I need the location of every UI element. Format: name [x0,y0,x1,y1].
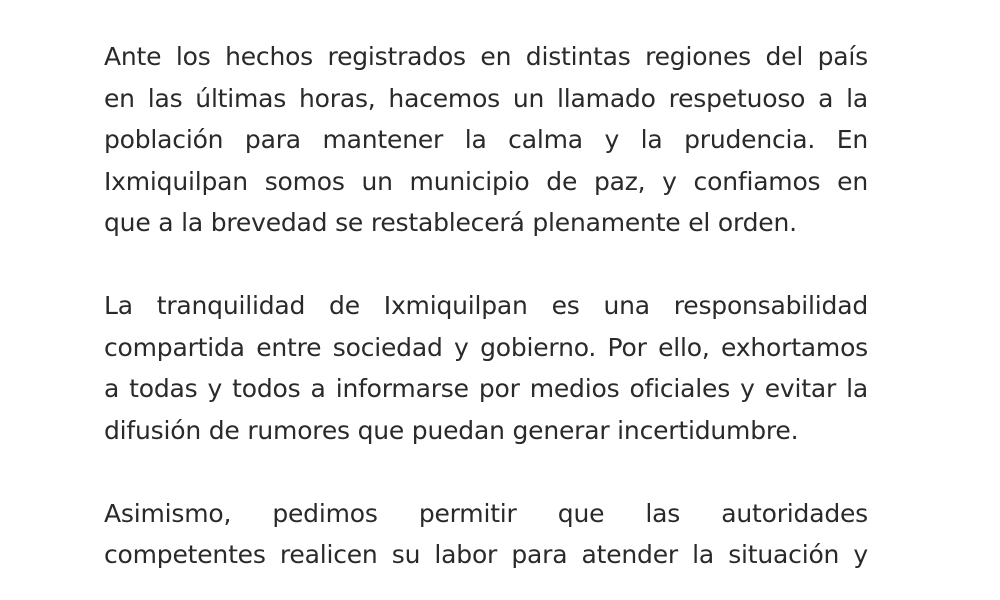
paragraph-line: Asimismo, pedimos permitir que las autoridades [104,498,868,528]
paragraph-line: compartida entre sociedad y gobierno. Por ello, exhortamos [104,332,868,362]
statement-body [104,36,868,600]
paragraph-line: Ixmiquilpan somos un municipio de paz, y confiamos en [104,166,868,196]
paragraph-line: a todas y todos a informarse por medios oficiales y evitar la [104,374,868,403]
paragraph-line: Ante los hechos registrados en distintas regiones del país [104,42,868,71]
paragraph-1 [104,36,868,244]
paragraph-3 [104,493,868,576]
paragraph-line: en las últimas horas, hacemos un llamado respetuoso a la [104,83,868,113]
paragraph-line: población para mantener la calma y la prudencia. En [104,125,868,154]
paragraph-line: difusión de rumores que puedan generar incertidumbre. [104,415,799,445]
paragraph-line: competentes realicen su labor para atender la situación y [104,540,868,569]
paragraph-line: La tranquilidad de Ixmiquilpan es una responsabilidad [104,291,868,320]
paragraph-2 [104,285,868,451]
paragraph-line: que a la brevedad se restablecerá plenamente el orden. [104,208,797,237]
